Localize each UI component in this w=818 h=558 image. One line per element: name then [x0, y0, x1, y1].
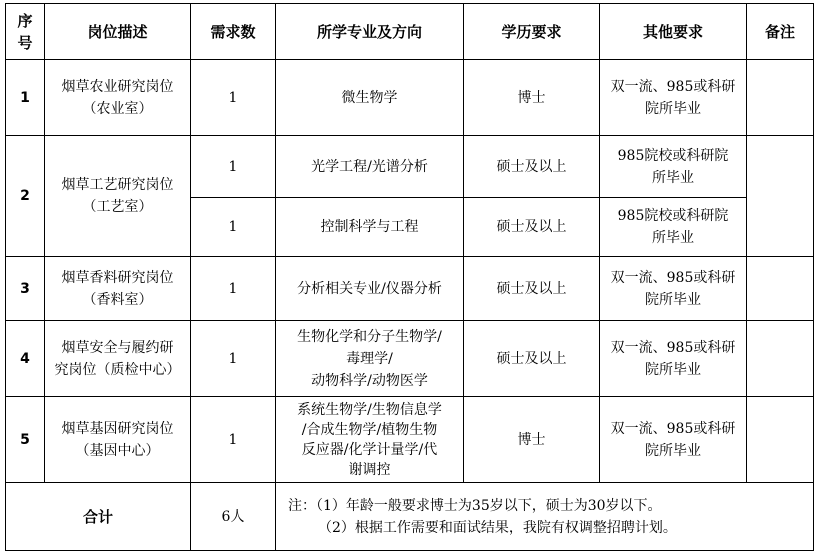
major-cell: 控制科学与工程 — [276, 198, 464, 257]
remark-cell — [747, 60, 814, 136]
count-cell: 1 — [191, 136, 276, 198]
remark-cell — [747, 321, 814, 397]
header-remark: 备注 — [747, 4, 814, 60]
header-row — [6, 4, 814, 60]
edu-cell: 硕士及以上 — [464, 198, 600, 257]
header-edu: 学历要求 — [464, 4, 600, 60]
header-seq: 序 号 — [6, 4, 45, 60]
count-cell: 1 — [191, 257, 276, 321]
other-cell: 985院校或科研院 所毕业 — [600, 198, 747, 257]
seq-cell: 1 — [6, 60, 45, 136]
count-cell: 1 — [191, 198, 276, 257]
table-row — [6, 60, 814, 136]
major-cell: 分析相关专业/仪器分析 — [276, 257, 464, 321]
total-label: 合计 — [6, 483, 191, 551]
remark-cell — [747, 136, 814, 257]
count-cell: 1 — [191, 321, 276, 397]
major-cell: 微生物学 — [276, 60, 464, 136]
table-row — [6, 321, 814, 397]
edu-cell: 硕士及以上 — [464, 321, 600, 397]
seq-cell: 3 — [6, 257, 45, 321]
seq-cell: 4 — [6, 321, 45, 397]
count-cell: 1 — [191, 397, 276, 483]
other-cell: 985院校或科研院 所毕业 — [600, 136, 747, 198]
recruitment-table — [5, 3, 814, 551]
notes-cell — [276, 483, 814, 551]
table-row — [6, 257, 814, 321]
other-cell: 双一流、985或科研 院所毕业 — [600, 257, 747, 321]
post-cell: 烟草基因研究岗位 （基因中心） — [45, 397, 191, 483]
table-row — [6, 397, 814, 483]
other-cell: 双一流、985或科研 院所毕业 — [600, 397, 747, 483]
seq-cell: 2 — [6, 136, 45, 257]
total-count: 6人 — [191, 483, 276, 551]
post-cell: 烟草工艺研究岗位 （工艺室） — [45, 136, 191, 257]
table-row — [6, 136, 814, 198]
major-cell: 生物化学和分子生物学/ 毒理学/ 动物科学/动物医学 — [276, 321, 464, 397]
major-cell: 系统生物学/生物信息学 /合成生物学/植物生物 反应器/化学计量学/代 谢调控 — [276, 397, 464, 483]
header-major: 所学专业及方向 — [276, 4, 464, 60]
header-post: 岗位描述 — [45, 4, 191, 60]
header-other: 其他要求 — [600, 4, 747, 60]
edu-cell: 硕士及以上 — [464, 136, 600, 198]
remark-cell — [747, 257, 814, 321]
remark-cell — [747, 397, 814, 483]
other-cell: 双一流、985或科研 院所毕业 — [600, 321, 747, 397]
note-line-1: 注：（1）年龄一般要求博士为35岁以下，硕士为30岁以下。 — [288, 497, 662, 514]
major-cell: 光学工程/光谱分析 — [276, 136, 464, 198]
post-cell: 烟草香料研究岗位 （香料室） — [45, 257, 191, 321]
post-cell: 烟草安全与履约研 究岗位（质检中心） — [45, 321, 191, 397]
note-line-2: （2）根据工作需要和面试结果，我院有权调整招聘计划。 — [318, 519, 677, 536]
header-count: 需求数 — [191, 4, 276, 60]
total-row — [6, 483, 814, 551]
edu-cell: 博士 — [464, 60, 600, 136]
post-cell: 烟草农业研究岗位 （农业室） — [45, 60, 191, 136]
seq-cell: 5 — [6, 397, 45, 483]
edu-cell: 硕士及以上 — [464, 257, 600, 321]
edu-cell: 博士 — [464, 397, 600, 483]
other-cell: 双一流、985或科研 院所毕业 — [600, 60, 747, 136]
count-cell: 1 — [191, 60, 276, 136]
